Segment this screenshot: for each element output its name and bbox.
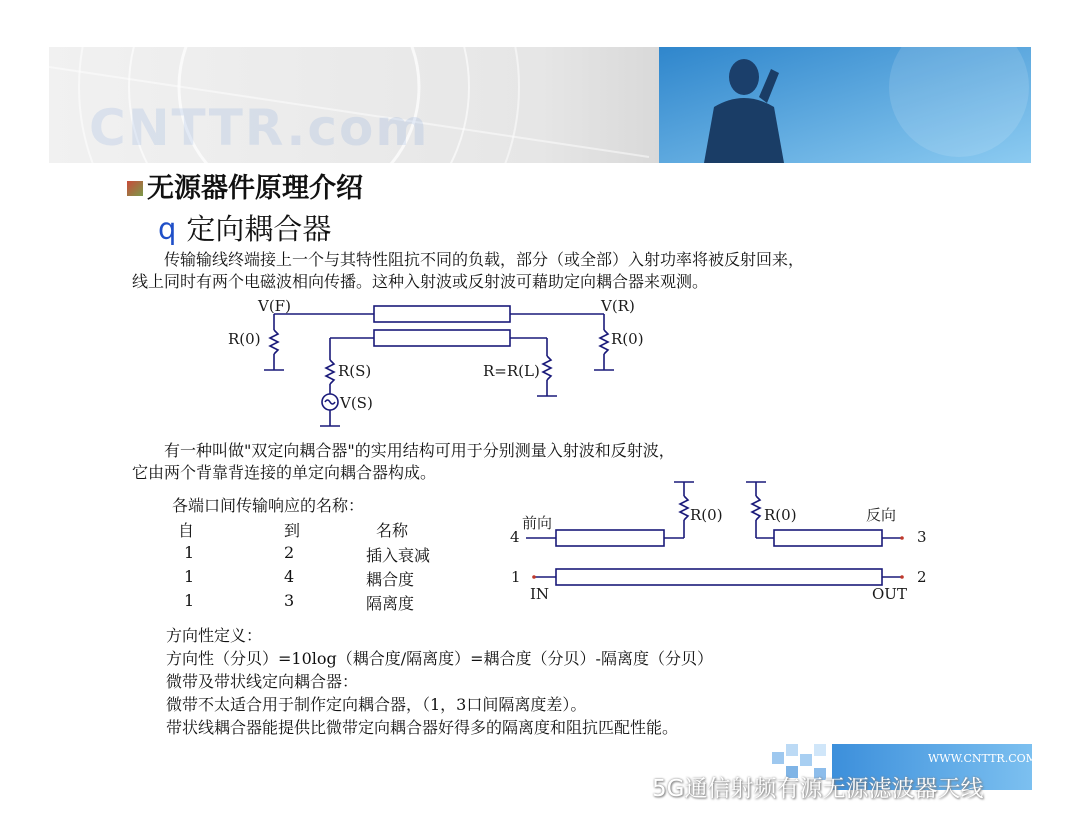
label-port2: 2: [917, 568, 927, 586]
wechat-watermark-text: 5G通信射频有源无源滤波器天线: [652, 776, 984, 802]
section-marker: q: [158, 212, 177, 246]
table-row-3-name: 隔离度: [366, 594, 415, 613]
footer-site: WWW.CNTTR.COM: [928, 752, 1032, 765]
dual-line-2: 它由两个背靠背连接的单定向耦合器构成。: [132, 463, 437, 482]
table-row-2-to: 4: [284, 567, 295, 586]
label-in: IN: [530, 585, 550, 603]
label-port3: 3: [917, 528, 927, 546]
intro-line-1: 传输输线终端接上一个与其特性阻抗不同的负载，部分（或全部）入射功率将被反射回来，: [164, 250, 805, 269]
wechat-watermark: [612, 770, 983, 803]
microstrip-title: 微带及带状线定向耦合器：: [166, 672, 359, 691]
label-rl: R=R(L): [483, 362, 540, 380]
wechat-icon: [612, 777, 646, 799]
section-title-text: 定向耦合器: [186, 212, 332, 246]
label-rs: R(S): [338, 362, 372, 380]
table-caption: 各端口间传输响应的名称：: [172, 496, 365, 515]
stripline-note: 带状线耦合器能提供比微带定向耦合器好得多的隔离度和阻抗匹配性能。: [166, 718, 679, 737]
label-r0-b: R(0): [764, 506, 797, 524]
label-r0-left: R(0): [228, 330, 261, 348]
label-r0-right: R(0): [611, 330, 644, 348]
label-vr: V(R): [601, 297, 635, 315]
label-vs: V(S): [340, 394, 373, 412]
bullet-icon: [127, 181, 143, 196]
banner-photo: [659, 47, 1031, 163]
table-row-1-to: 2: [284, 543, 295, 562]
header-banner: [49, 47, 1031, 163]
businessman-silhouette-icon: [659, 47, 1031, 163]
page-title-text: 无源器件原理介绍: [147, 173, 363, 204]
label-port1: 1: [511, 568, 521, 586]
table-row-2-name: 耦合度: [366, 570, 415, 589]
directivity-title: 方向性定义：: [166, 626, 263, 645]
microstrip-note: 微带不太适合用于制作定向耦合器，（1，3口间隔离度差）。: [166, 695, 587, 714]
label-vf: V(F): [258, 297, 291, 315]
label-out: OUT: [872, 585, 907, 603]
label-forward: 前向: [522, 514, 553, 532]
label-reverse: 反向: [866, 506, 897, 524]
table-header-to: 到: [284, 521, 301, 540]
page-title: [127, 166, 363, 205]
label-port4: 4: [510, 528, 520, 546]
label-r0-a: R(0): [690, 506, 723, 524]
section-title: [158, 207, 331, 248]
dual-line-1: 有一种叫做"双定向耦合器"的实用结构可用于分别测量入射波和反射波，: [164, 441, 675, 460]
table-row-3-from: 1: [184, 591, 195, 610]
table-row-2-from: 1: [184, 567, 195, 586]
intro-line-2: 线上同时有两个电磁波相向传播。这种入射波或反射波可藉助定向耦合器来观测。: [132, 272, 709, 291]
table-header-from: 自: [178, 521, 195, 540]
table-row-1-name: 插入衰减: [366, 546, 431, 565]
directivity-formula: 方向性（分贝）=10log（耦合度/隔离度）=耦合度（分贝）-隔离度（分贝）: [166, 649, 713, 668]
table-header-name: 名称: [376, 521, 409, 540]
table-row-1-from: 1: [184, 543, 195, 562]
banner-watermark: CNTTR.com: [89, 99, 430, 157]
table-row-3-to: 3: [284, 591, 295, 610]
